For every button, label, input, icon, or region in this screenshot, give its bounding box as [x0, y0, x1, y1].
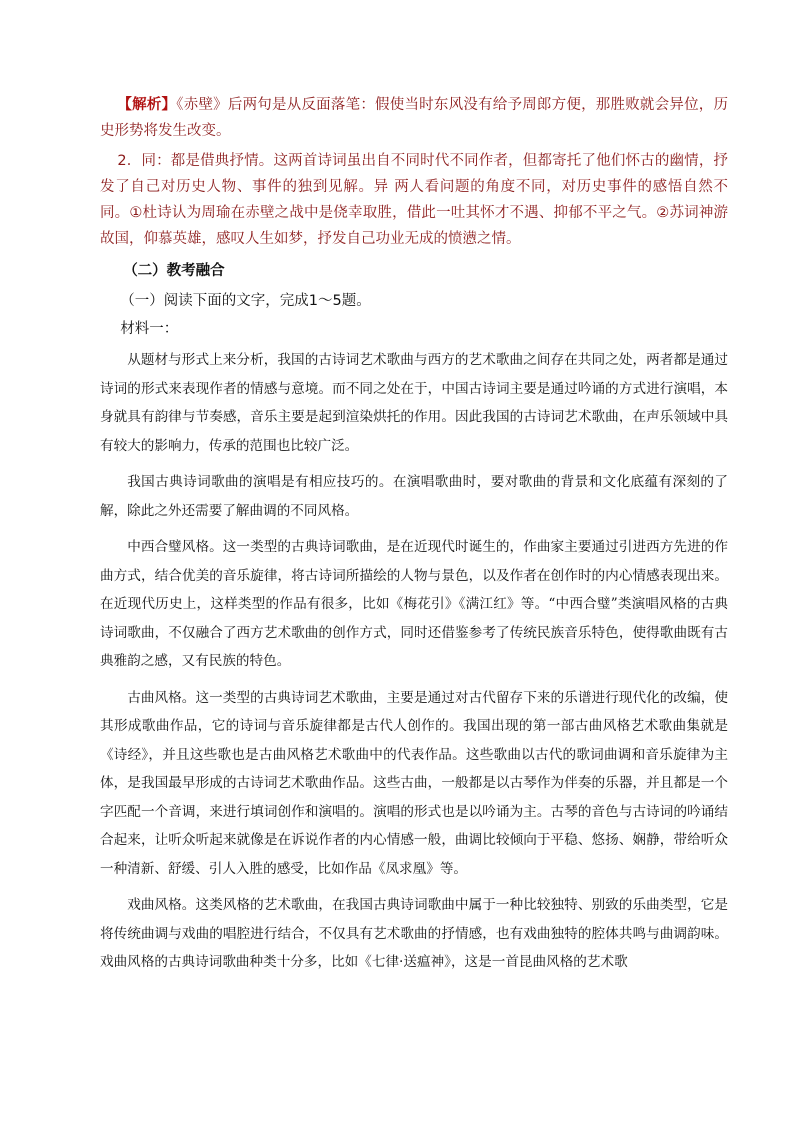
- paragraph-4: 古曲风格。这一类型的古典诗词艺术歌曲，主要是通过对古代留存下来的乐谱进行现代化的改编，使其形成歌曲作品，它的诗词与音乐旋律都是古代人创作的。我国出现的第一部古曲风格艺术歌曲集就是《诗经》，并且这些歌也是古曲风格艺术歌曲中的代表作品。这些歌曲以古代的歌词曲调和音乐旋律为主体，是我国最早形成的古诗词艺术歌曲作品。这些古曲，一般都是以古琴作为伴奏的乐器，并且都是一个字匹配一个音调，来进行填词创作和演唱的。演唱的形式也是以吟诵为主。古琴的音色与古诗词的吟诵结合起来，让听众听起来就像是在诉说作者的内心情感一般，曲调比较倾向于平稳、悠扬、娴静，带给听众一种清新、舒缓、引人入胜的感受，比如作品《凤求凰》等。: [100, 689, 728, 877]
- material-label: 材料一：: [120, 321, 179, 337]
- paragraph-5: 戏曲风格。这类风格的艺术歌曲，在我国古典诗词歌曲中属于一种比较独特、别致的乐曲类型，它是将传统曲调与戏曲的唱腔进行结合，不仅具有艺术歌曲的抒情感，也有戏曲独特的腔体共鸣与曲调韵味。戏曲风格的古典诗词歌曲种类十分多，比如《七律·送瘟神》，这是一首昆曲风格的艺术歌: [100, 897, 728, 970]
- answer-analysis: [100, 92, 728, 144]
- section-heading: （二）教考融合: [123, 263, 225, 279]
- answer-item-2: 2．同：都是借典抒情。这两首诗词虽出自不同时代不同作者，但都寄托了他们怀古的幽情，抒发了自己对历史人物、事件的独到见解。异 两人看问题的角度不同，对历史事件的感悟自然不同。①杜诗认为周瑜在赤壁之战中是侥幸取胜，借此一吐其怀才不遇、抑郁不平之气。②苏词神游故国，仰慕英雄，感叹人生如梦，抒发自己功业无成的愤懑之情。: [100, 153, 728, 247]
- page-content: [100, 92, 728, 985]
- analysis-tag: 【解析】: [117, 97, 177, 113]
- paragraph-2: 我国古典诗词歌曲的演唱是有相应技巧的。在演唱歌曲时，要对歌曲的背景和文化底蕴有深刻的了解，除此之外还需要了解曲调的不同风格。: [100, 474, 728, 519]
- reading-instruction: （一）阅读下面的文字，完成1～5题。: [120, 293, 371, 309]
- paragraph-1: 从题材与形式上来分析，我国的古诗词艺术歌曲与西方的艺术歌曲之间存在共同之处，两者都是通过诗词的形式来表现作者的情感与意境。而不同之处在于，中国古诗词主要是通过吟诵的方式进行演唱，本身就具有韵律与节奏感，音乐主要是起到渲染烘托的作用。因此我国的古诗词艺术歌曲，在声乐领域中具有较大的影响力，传承的范围也比较广泛。: [100, 352, 728, 454]
- analysis-text: 《赤壁》后两句是从反面落笔：假使当时东风没有给予周郎方便，那胜败就会异位，历史形势将发生改变。: [100, 97, 729, 139]
- paragraph-3: 中西合璧风格。这一类型的古典诗词歌曲，是在近现代时诞生的，作曲家主要通过引进西方先进的作曲方式，结合优美的音乐旋律，将古诗词所描绘的人物与景色，以及作者在创作时的内心情感表现出来。在近现代历史上，这样类型的作品有很多，比如《梅花引》《满江红》等。“中西合璧”类演唱风格的古典诗词歌曲，不仅融合了西方艺术歌曲的创作方式，同时还借鉴参考了传统民族音乐特色，使得歌曲既有古典雅韵之感，又有民族的特色。: [100, 539, 728, 669]
